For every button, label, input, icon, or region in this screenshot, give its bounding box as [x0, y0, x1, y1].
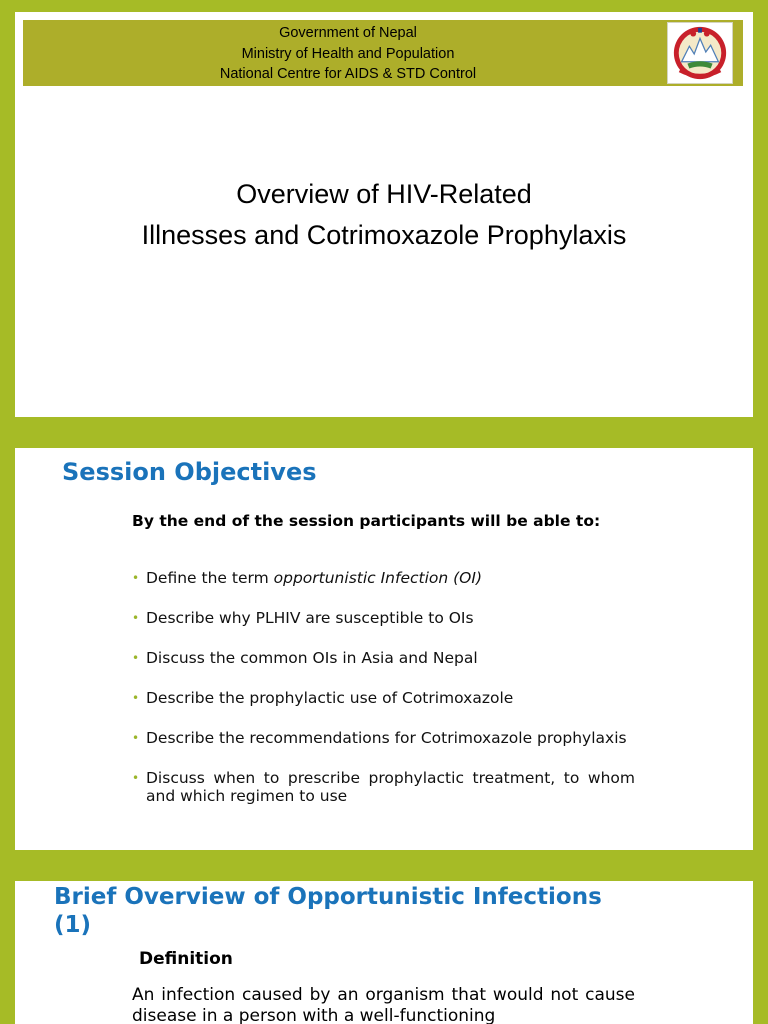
- header-line-ministry: Ministry of Health and Population: [241, 45, 455, 62]
- definition-label: Definition: [139, 949, 233, 969]
- objectives-list: [132, 569, 635, 827]
- presentation-title: [15, 174, 753, 256]
- bullet-icon: •: [132, 611, 140, 625]
- objective-text: [146, 569, 635, 587]
- objective-text: Discuss the common OIs in Asia and Nepal: [146, 649, 478, 667]
- list-item: [132, 689, 635, 707]
- objective-text-plain: Define the term: [146, 569, 274, 587]
- title-line-2: Illnesses and Cotrimoxazole Prophylaxis: [141, 220, 627, 250]
- objectives-intro: By the end of the session participants will be able to:: [132, 512, 601, 530]
- bullet-icon: •: [132, 771, 140, 785]
- header-line-government: Government of Nepal: [279, 25, 417, 41]
- title-slide: [15, 12, 753, 417]
- list-item: [132, 569, 635, 587]
- definition-text: An infection caused by an organism that would not cause disease in a person with a well-functioning: [132, 985, 635, 1024]
- objectives-slide: [15, 448, 753, 850]
- title-line-1: Overview of HIV-Related: [236, 179, 532, 209]
- objective-text: Describe the recommendations for Cotrimoxazole prophylaxis: [146, 729, 627, 747]
- objective-text-emphasis: opportunistic Infection (OI): [273, 569, 482, 587]
- bullet-icon: •: [132, 731, 140, 745]
- list-item: [132, 729, 635, 747]
- objectives-title: Session Objectives: [62, 458, 317, 486]
- government-banner: [23, 20, 743, 86]
- nepal-emblem-icon: [667, 22, 733, 84]
- list-item: [132, 649, 635, 667]
- government-header: [23, 23, 673, 85]
- objective-text: Discuss when to prescribe prophylactic treatment, to whom and which regimen to use: [146, 769, 635, 805]
- list-item: [132, 769, 635, 805]
- header-line-centre: National Centre for AIDS & STD Control: [219, 66, 477, 82]
- bullet-icon: •: [132, 651, 140, 665]
- overview-title: Brief Overview of Opportunistic Infections (1): [54, 884, 602, 938]
- objective-text: Describe the prophylactic use of Cotrimoxazole: [146, 689, 514, 707]
- overview-slide: [15, 881, 753, 1024]
- bullet-icon: •: [132, 571, 140, 585]
- bullet-icon: •: [132, 691, 140, 705]
- objective-text: Describe why PLHIV are susceptible to OIs: [146, 609, 474, 627]
- list-item: [132, 609, 635, 627]
